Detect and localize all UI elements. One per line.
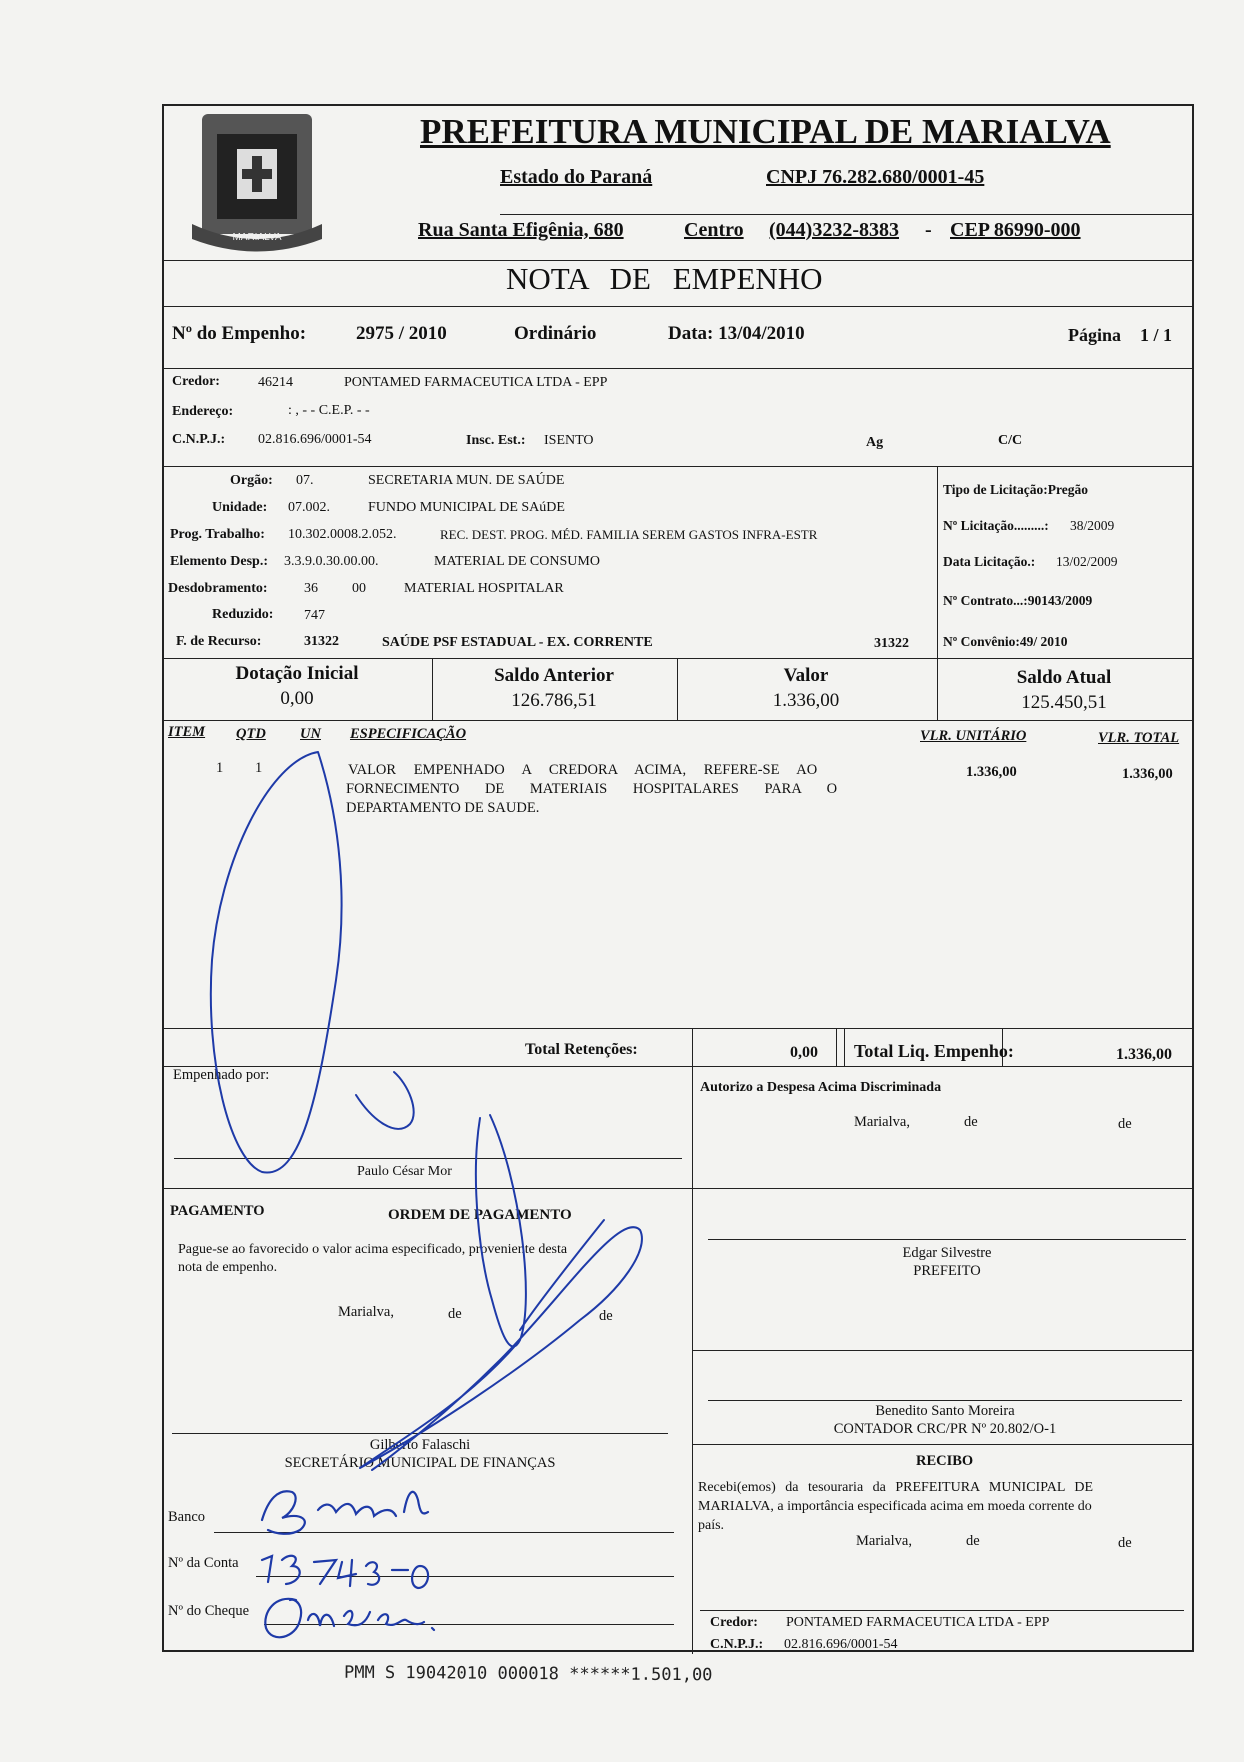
licitacao-number-label: Nº Licitação.........: [943, 518, 1049, 533]
recibo-credor-name: PONTAMED FARMACEUTICA LTDA - EPP [786, 1615, 1050, 1630]
recurso-name: SAÚDE PSF ESTADUAL - EX. CORRENTE [382, 635, 653, 650]
recibo-text-3: país. [698, 1518, 725, 1533]
endereco-value: : , - - C.E.P. - - [288, 403, 370, 418]
empenho-number: 2975 / 2010 [356, 323, 447, 344]
autorizo-city: Marialva, [854, 1114, 910, 1130]
unidade-name: FUNDO MUNICIPAL DE SAúDE [368, 500, 565, 515]
prefeito-signature-line [708, 1239, 1186, 1240]
recibo-text-2: MARIALVA, a importância especificada acima em moeda corrente do [698, 1499, 1092, 1514]
contador-name: Benedito Santo Moreira [875, 1403, 1015, 1419]
elemento-name: MATERIAL DE CONSUMO [434, 554, 600, 569]
cc-label: C/C [998, 433, 1023, 448]
desdobramento-name: MATERIAL HOSPITALAR [404, 581, 564, 596]
contador-signature-line [708, 1400, 1182, 1401]
payment-stamp: PMM S 19042010 000018 ******1.501,00 [343, 1662, 713, 1686]
item-desc-line-2: FORNECIMENTO DE MATERIAIS HOSPITALARES PARA O [346, 781, 838, 797]
separator-dash: - [925, 219, 932, 241]
item-desc-line-1: VALOR EMPENHADO A CREDORA ACIMA, REFERE-SE AO [348, 762, 818, 778]
conta-line [256, 1576, 674, 1577]
recurso-code: 31322 [304, 634, 339, 649]
district-label: Centro [684, 219, 744, 241]
dotacao-inicial-label: Dotação Inicial [235, 663, 359, 684]
credor-label: Credor: [172, 374, 220, 389]
secretario-title: SECRETÁRIO MUNICIPAL DE FINANÇAS [284, 1455, 556, 1471]
cheque-line [264, 1624, 674, 1625]
recurso-code-2: 31322 [874, 636, 909, 651]
elemento-label: Elemento Desp.: [170, 554, 268, 569]
desdobramento-code: 36 [304, 581, 318, 596]
recibo-credor-label: Credor: [710, 1615, 758, 1630]
col-especificacao: ESPECIFICAÇÃO [350, 726, 467, 742]
recibo-de-2: de [1118, 1535, 1132, 1551]
dotacao-inicial-value: 0,00 [280, 688, 314, 709]
credor-name: PONTAMED FARMACEUTICA LTDA - EPP [344, 375, 608, 390]
recibo-cnpj-label: C.N.P.J.: [710, 1637, 764, 1652]
pagamento-city: Marialva, [338, 1304, 394, 1320]
prefeito-name: Edgar Silvestre [902, 1245, 992, 1261]
empenhado-label: Empenhado por: [173, 1067, 270, 1083]
banco-label: Banco [168, 1509, 206, 1525]
cep-label: CEP 86990-000 [950, 219, 1081, 241]
desdobramento-label: Desdobramento: [168, 581, 268, 596]
saldo-anterior-value: 126.786,51 [511, 690, 597, 711]
valor-value: 1.336,00 [772, 690, 840, 711]
autorizo-de-2: de [1118, 1116, 1132, 1132]
pagamento-label: PAGAMENTO [170, 1203, 265, 1219]
page-number: 1 / 1 [1140, 325, 1173, 345]
secretario-name: Gilberto Falaschi [369, 1437, 471, 1453]
item-number: 1 [216, 760, 224, 776]
empenho-type: Ordinário [514, 323, 597, 344]
valor-label: Valor [783, 665, 829, 686]
ag-label: Ag [866, 435, 884, 450]
reduzido-value: 747 [304, 608, 325, 623]
col-item: ITEM [168, 724, 206, 740]
col-vlr-total: VLR. TOTAL [1098, 730, 1180, 746]
autorizo-label: Autorizo a Despesa Acima Discriminada [700, 1080, 942, 1095]
municipality-title: PREFEITURA MUNICIPAL DE MARIALVA [420, 112, 1111, 151]
total-liq-label: Total Liq. Empenho: [854, 1041, 1014, 1061]
empenhado-name: Paulo César Mor [357, 1164, 452, 1179]
banco-line [214, 1532, 674, 1533]
cnpj-label: CNPJ 76.282.680/0001-45 [766, 166, 985, 188]
insc-label: Insc. Est.: [466, 433, 526, 448]
col-un: UN [300, 726, 321, 742]
state-label: Estado do Paraná [500, 166, 653, 188]
orgao-code: 07. [296, 473, 314, 488]
prog-name: REC. DEST. PROG. MÉD. FAMILIA SEREM GASTOS INFRA-ESTR [440, 527, 818, 542]
item-desc-line-3: DEPARTAMENTO DE SAUDE. [346, 800, 540, 816]
empenho-number-label: Nº do Empenho: [172, 323, 307, 344]
item-unit-value: 1.336,00 [966, 764, 1017, 780]
pagamento-de-1: de [448, 1306, 462, 1322]
tipo-licitacao: Tipo de Licitação:Pregão [943, 482, 1088, 497]
insc-value: ISENTO [544, 433, 594, 448]
pagamento-text-1: Pague-se ao favorecido o valor acima especificado, proveniente desta [178, 1242, 568, 1257]
elemento-code: 3.3.9.0.30.00.00. [284, 554, 379, 569]
col-vlr-unitario: VLR. UNITÁRIO [920, 728, 1027, 744]
prefeito-title: PREFEITO [913, 1263, 981, 1279]
phone-label: (044)3232-8383 [769, 219, 899, 241]
coat-of-arms-label: MARIALVA [232, 232, 282, 243]
saldo-anterior-label: Saldo Anterior [494, 665, 614, 686]
contador-title: CONTADOR CRC/PR Nº 20.802/O-1 [833, 1421, 1057, 1437]
licitacao-number: 38/2009 [1070, 518, 1115, 533]
endereco-label: Endereço: [172, 404, 234, 419]
prog-code: 10.302.0008.2.052. [288, 527, 397, 542]
pagamento-text-2: nota de empenho. [178, 1260, 278, 1275]
reduzido-label: Reduzido: [212, 607, 274, 622]
credor-code: 46214 [258, 375, 293, 390]
recurso-label: F. de Recurso: [176, 634, 262, 649]
cnpj-credor-value: 02.816.696/0001-54 [258, 432, 372, 447]
recibo-city: Marialva, [856, 1533, 912, 1549]
total-retencoes-value: 0,00 [790, 1044, 818, 1061]
cheque-label: Nº do Cheque [168, 1603, 250, 1619]
prog-label: Prog. Trabalho: [170, 527, 265, 542]
item-total-value: 1.336,00 [1122, 766, 1173, 782]
saldo-atual-label: Saldo Atual [1016, 667, 1112, 688]
total-liq-value: 1.336,00 [1116, 1046, 1172, 1063]
unidade-label: Unidade: [212, 500, 268, 515]
orgao-name: SECRETARIA MUN. DE SAÚDE [368, 473, 565, 488]
empenho-date: Data: 13/04/2010 [668, 323, 805, 344]
secretario-signature-line [172, 1433, 668, 1434]
autorizo-de-1: de [964, 1114, 978, 1130]
recibo-label: RECIBO [916, 1453, 974, 1469]
item-qtd: 1 [255, 760, 263, 776]
document-title: NOTA DE EMPENHO [506, 261, 823, 296]
contrato-number: Nº Contrato...:90143/2009 [943, 593, 1093, 608]
col-qtd: QTD [236, 726, 266, 742]
recibo-text-1: Recebi(emos) da tesouraria da PREFEITURA MUNICIPAL DE [698, 1480, 1094, 1495]
ordem-pagamento-label: ORDEM DE PAGAMENTO [388, 1207, 572, 1223]
orgao-label: Orgão: [230, 473, 273, 488]
licitacao-date-label: Data Licitação.: [943, 554, 1036, 569]
cnpj-credor-label: C.N.P.J.: [172, 432, 226, 447]
address-label: Rua Santa Efigênia, 680 [418, 219, 624, 241]
recibo-de-1: de [966, 1533, 980, 1549]
unidade-code: 07.002. [288, 500, 330, 515]
desdobramento-sub: 00 [352, 581, 366, 596]
pagamento-de-2: de [599, 1308, 613, 1324]
page-label: Página [1068, 325, 1122, 345]
saldo-atual-value: 125.450,51 [1021, 692, 1107, 713]
empenhado-signature-line [174, 1158, 682, 1159]
total-retencoes-label: Total Retenções: [525, 1041, 638, 1058]
recibo-cnpj-value: 02.816.696/0001-54 [784, 1637, 898, 1652]
licitacao-date: 13/02/2009 [1056, 554, 1118, 569]
conta-label: Nº da Conta [168, 1555, 239, 1571]
convenio-number: Nº Convênio:49/ 2010 [943, 634, 1068, 649]
recibo-signature-line [700, 1610, 1184, 1611]
